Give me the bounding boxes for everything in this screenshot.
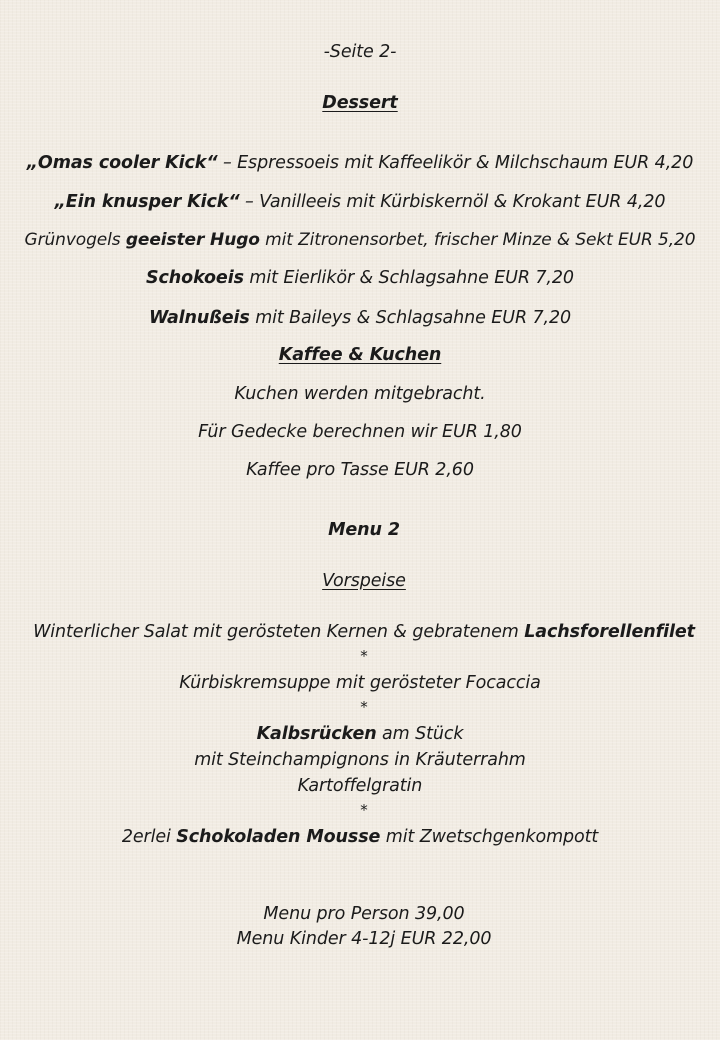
- menu-main-side: mit Steinchampignons in Kräuterrahm: [194, 750, 526, 770]
- menu-title: Menu 2: [328, 520, 400, 540]
- menu-starter-text: Winterlicher Salat mit gerösteten Kernen & gebratenem: [33, 622, 525, 642]
- course-separator: *: [360, 698, 368, 716]
- menu-dessert-prefix: 2erlei: [121, 827, 177, 847]
- dessert-item: [0, 191, 720, 213]
- menu-starter: [8, 621, 720, 643]
- dessert-item-name: geeister Hugo: [125, 230, 260, 250]
- menu-subtitle: Vorspeise: [322, 571, 406, 591]
- dessert-item-name: Schokoeis: [146, 268, 244, 288]
- kaffee-line: Für Gedecke berechnen wir EUR 1,80: [198, 422, 522, 442]
- menu-soup: Kürbiskremsuppe mit gerösteter Focaccia: [179, 673, 541, 693]
- menu-dessert: [0, 826, 720, 848]
- dessert-item-desc: – Vanilleeis mit Kürbiskernöl & Krokant EUR 4,20: [239, 192, 666, 212]
- course-separator: *: [360, 801, 368, 819]
- dessert-item: [0, 152, 720, 174]
- menu-dessert-bold: Schokoladen Mousse: [176, 827, 381, 847]
- kaffee-line: Kuchen werden mitgebracht.: [234, 384, 486, 404]
- dessert-item-desc: mit Eierlikör & Schlagsahne EUR 7,20: [243, 268, 574, 288]
- menu-dessert-text: mit Zwetschgenkompott: [380, 827, 599, 847]
- dessert-item-desc: mit Baileys & Schlagsahne EUR 7,20: [249, 308, 572, 328]
- dessert-item: [0, 229, 720, 251]
- dessert-heading: Dessert: [322, 93, 398, 113]
- dessert-item-desc: – Espressoeis mit Kaffeelikör & Milchschaum EUR 4,20: [217, 153, 694, 173]
- page-label: -Seite 2-: [323, 42, 397, 62]
- dessert-item-name: „Omas cooler Kick“: [26, 153, 218, 173]
- menu-main-side: Kartoffelgratin: [297, 776, 423, 796]
- menu-main: [0, 723, 720, 745]
- dessert-item-desc: mit Zitronensorbet, frischer Minze & Sekt EUR 5,20: [259, 230, 696, 250]
- dessert-item-name: Walnußeis: [148, 308, 250, 328]
- dessert-item-name: „Ein knusper Kick“: [54, 192, 240, 212]
- menu-price-adult: Menu pro Person 39,00: [263, 904, 465, 924]
- dessert-item: [0, 267, 720, 289]
- dessert-item-prefix: Grünvogels: [24, 230, 126, 250]
- dessert-item: [0, 307, 720, 329]
- menu-starter-bold: Lachsforellenfilet: [524, 622, 695, 642]
- course-separator: *: [360, 647, 368, 665]
- menu-main-text: am Stück: [376, 724, 464, 744]
- menu-price-kids: Menu Kinder 4-12j EUR 22,00: [236, 929, 492, 949]
- kaffee-heading: Kaffee & Kuchen: [278, 345, 442, 365]
- kaffee-line: Kaffee pro Tasse EUR 2,60: [246, 460, 474, 480]
- menu-main-bold: Kalbsrücken: [256, 724, 377, 744]
